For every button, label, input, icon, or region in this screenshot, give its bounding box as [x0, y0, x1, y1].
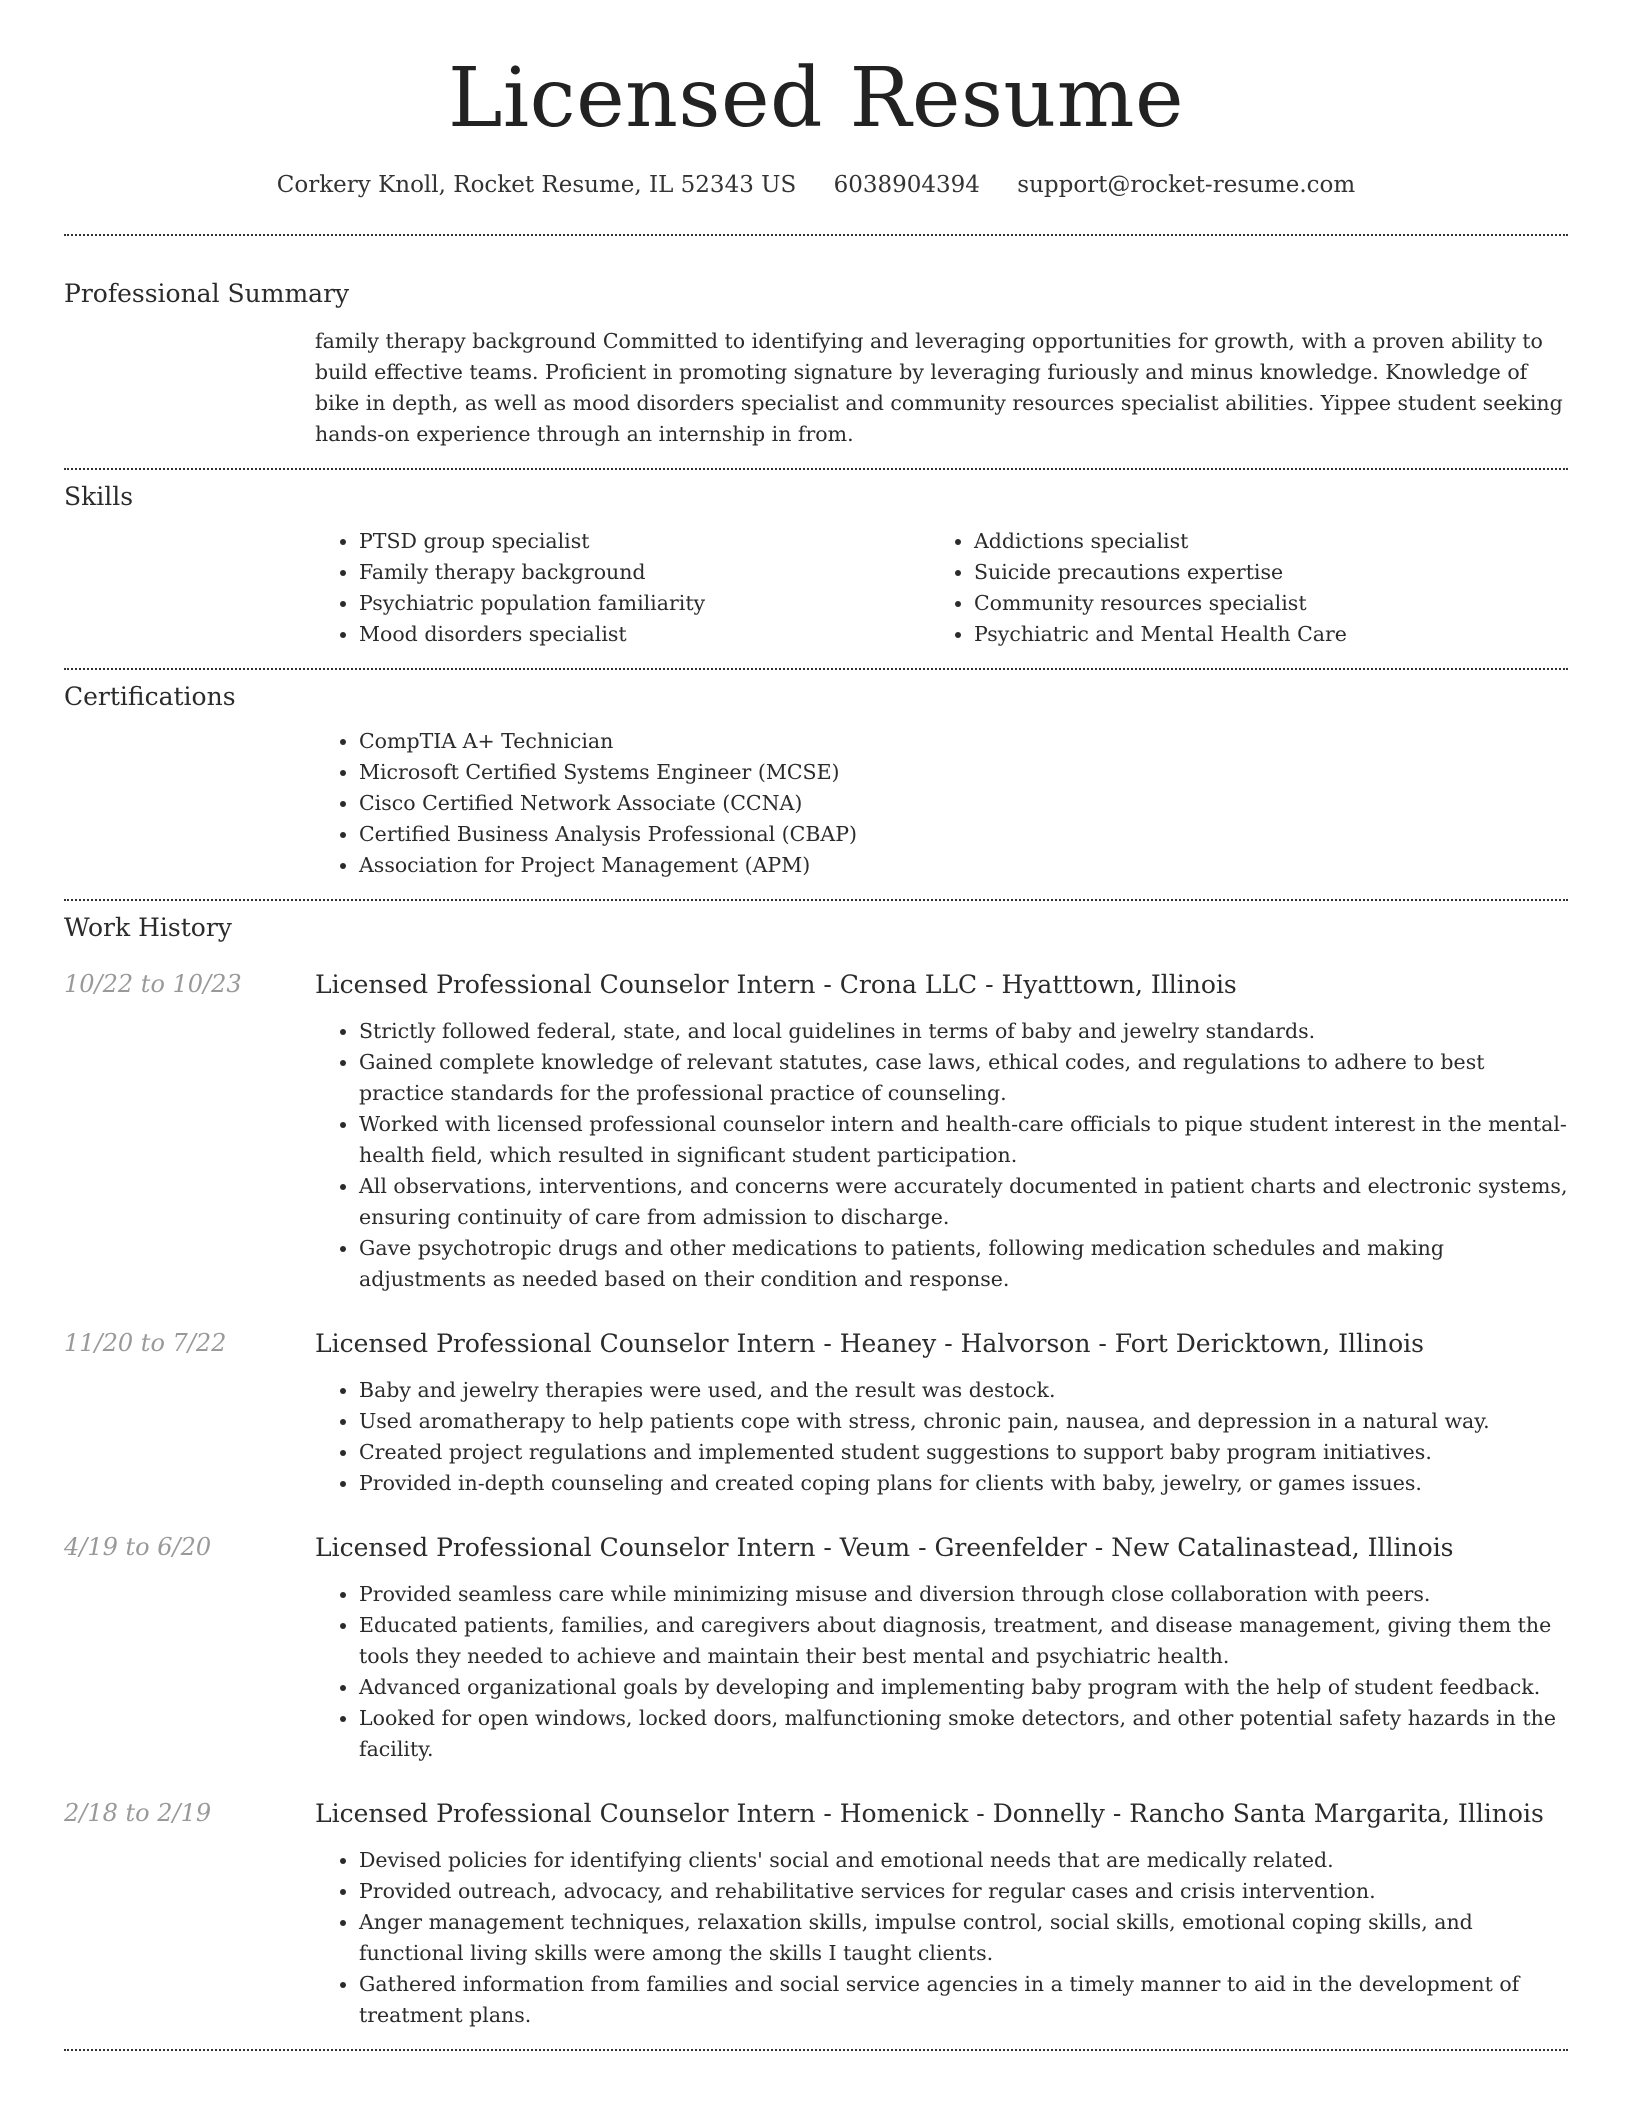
job-title: Licensed Professional Counselor Intern - Homenick - Donnelly - Rancho Santa Margarita, Illinois [315, 1799, 1544, 1828]
skill-item: • Psychiatric population familiarity [359, 588, 930, 619]
job-bullet: • Advanced organizational goals by developing and implementing baby program with the help of student feedback. [359, 1672, 1568, 1703]
job-bullet: • Anger management techniques, relaxation skills, impulse control, social skills, emotional coping skills, and functional living skills were among the skills I taught clients. [359, 1907, 1568, 1969]
section-title-skills: Skills [64, 482, 134, 511]
job-entry [64, 1533, 1568, 1765]
section-title-certifications: Certifications [64, 682, 236, 711]
skill-item: • PTSD group specialist [359, 526, 930, 557]
summary-text: family therapy background Committed to identifying and leveraging opportunities for growth, with a proven ability to build effective teams. Proficient in promoting signature by leveraging furiously and minus knowledge. Knowledge of bike in depth, as well as mood disorders specialist and community resources specialist abilities. Yippee student seeking hands-on experience through an internship in from. [315, 329, 1563, 446]
job-entry [64, 1799, 1568, 2031]
job-dates: 4/19 to 6/20 [64, 1533, 212, 1561]
job-bullet: • Devised policies for identifying clients' social and emotional needs that are medically related. [359, 1845, 1568, 1876]
section-title-summary: Professional Summary [64, 279, 350, 308]
skill-item: • Family therapy background [359, 557, 930, 588]
skills-list-right [930, 526, 1545, 650]
contact-address: Corkery Knoll, Rocket Resume, IL 52343 US [276, 172, 797, 198]
job-bullet: • Provided outreach, advocacy, and rehabilitative services for regular cases and crisis intervention. [359, 1876, 1568, 1907]
job-bullets [315, 1016, 1568, 1295]
job-body [315, 970, 1568, 1295]
job-body [315, 1533, 1568, 1765]
job-bullet: • All observations, interventions, and concerns were accurately documented in patient charts and electronic systems, ensuring continuity of care from admission to discharge. [359, 1171, 1568, 1233]
job-bullet: • Gave psychotropic drugs and other medications to patients, following medication schedules and making adjustments as needed based on their condition and response. [359, 1233, 1568, 1295]
resume-page [64, 0, 1568, 2051]
job-bullets [315, 1375, 1568, 1499]
divider [64, 2049, 1568, 2051]
job-bullet: • Provided seamless care while minimizing misuse and diversion through close collaboration with peers. [359, 1579, 1568, 1610]
skills-column-left [315, 526, 930, 650]
job-entry [64, 970, 1568, 1295]
skills-column-right [930, 526, 1545, 650]
job-bullet: • Gained complete knowledge of relevant statutes, case laws, ethical codes, and regulations to adhere to best practice standards for the professional practice of counseling. [359, 1047, 1568, 1109]
job-title: Licensed Professional Counselor Intern - Crona LLC - Hyatttown, Illinois [315, 970, 1237, 999]
certification-item: • Cisco Certified Network Associate (CCNA) [359, 788, 1568, 819]
divider [64, 234, 1568, 236]
certification-item: • Microsoft Certified Systems Engineer (MCSE) [359, 757, 1568, 788]
certification-item: • CompTIA A+ Technician [359, 726, 1568, 757]
skill-item: • Addictions specialist [974, 526, 1545, 557]
certifications-list [315, 726, 1568, 881]
contact-line [64, 172, 1568, 198]
job-bullet: • Educated patients, families, and caregivers about diagnosis, treatment, and disease management, giving them the tools they needed to achieve and maintain their best mental and psychiatric health. [359, 1610, 1568, 1672]
skill-item: • Community resources specialist [974, 588, 1545, 619]
job-bullet: • Worked with licensed professional counselor intern and health-care officials to pique student interest in the mental-health field, which resulted in significant student participation. [359, 1109, 1568, 1171]
job-title: Licensed Professional Counselor Intern - Veum - Greenfelder - New Catalinastead, Illinois [315, 1533, 1454, 1562]
skill-item: • Mood disorders specialist [359, 619, 930, 650]
job-bullets [315, 1579, 1568, 1765]
job-bullet: • Created project regulations and implemented student suggestions to support baby program initiatives. [359, 1437, 1568, 1468]
contact-email: support@rocket-resume.com [1017, 172, 1356, 198]
section-title-work-history: Work History [64, 913, 232, 942]
job-bullet: • Strictly followed federal, state, and local guidelines in terms of baby and jewelry standards. [359, 1016, 1568, 1047]
job-body [315, 1799, 1568, 2031]
job-dates: 2/18 to 2/19 [64, 1799, 212, 1827]
certification-item: • Association for Project Management (APM) [359, 850, 1568, 881]
job-dates: 11/20 to 7/22 [64, 1329, 227, 1357]
divider [64, 668, 1568, 670]
resume-name: Licensed Resume [447, 51, 1185, 146]
job-bullet: • Used aromatherapy to help patients cope with stress, chronic pain, nausea, and depression in a natural way. [359, 1406, 1568, 1437]
job-bullet: • Provided in-depth counseling and created coping plans for clients with baby, jewelry, or games issues. [359, 1468, 1568, 1499]
skills-grid [315, 526, 1568, 650]
contact-phone: 6038904394 [833, 172, 980, 198]
divider [64, 468, 1568, 470]
skill-item: • Psychiatric and Mental Health Care [974, 619, 1545, 650]
job-bullet: • Looked for open windows, locked doors, malfunctioning smoke detectors, and other potential safety hazards in the facility. [359, 1703, 1568, 1765]
job-title: Licensed Professional Counselor Intern - Heaney - Halvorson - Fort Dericktown, Illinois [315, 1329, 1425, 1358]
skills-list-left [315, 526, 930, 650]
divider [64, 899, 1568, 901]
job-entry [64, 1329, 1568, 1499]
certification-item: • Certified Business Analysis Professional (CBAP) [359, 819, 1568, 850]
job-body [315, 1329, 1568, 1499]
job-bullet: • Gathered information from families and social service agencies in a timely manner to aid in the development of treatment plans. [359, 1969, 1568, 2031]
job-bullets [315, 1845, 1568, 2031]
job-bullet: • Baby and jewelry therapies were used, and the result was destock. [359, 1375, 1568, 1406]
skill-item: • Suicide precautions expertise [974, 557, 1545, 588]
job-dates: 10/22 to 10/23 [64, 970, 242, 998]
certifications-block [315, 726, 1568, 881]
